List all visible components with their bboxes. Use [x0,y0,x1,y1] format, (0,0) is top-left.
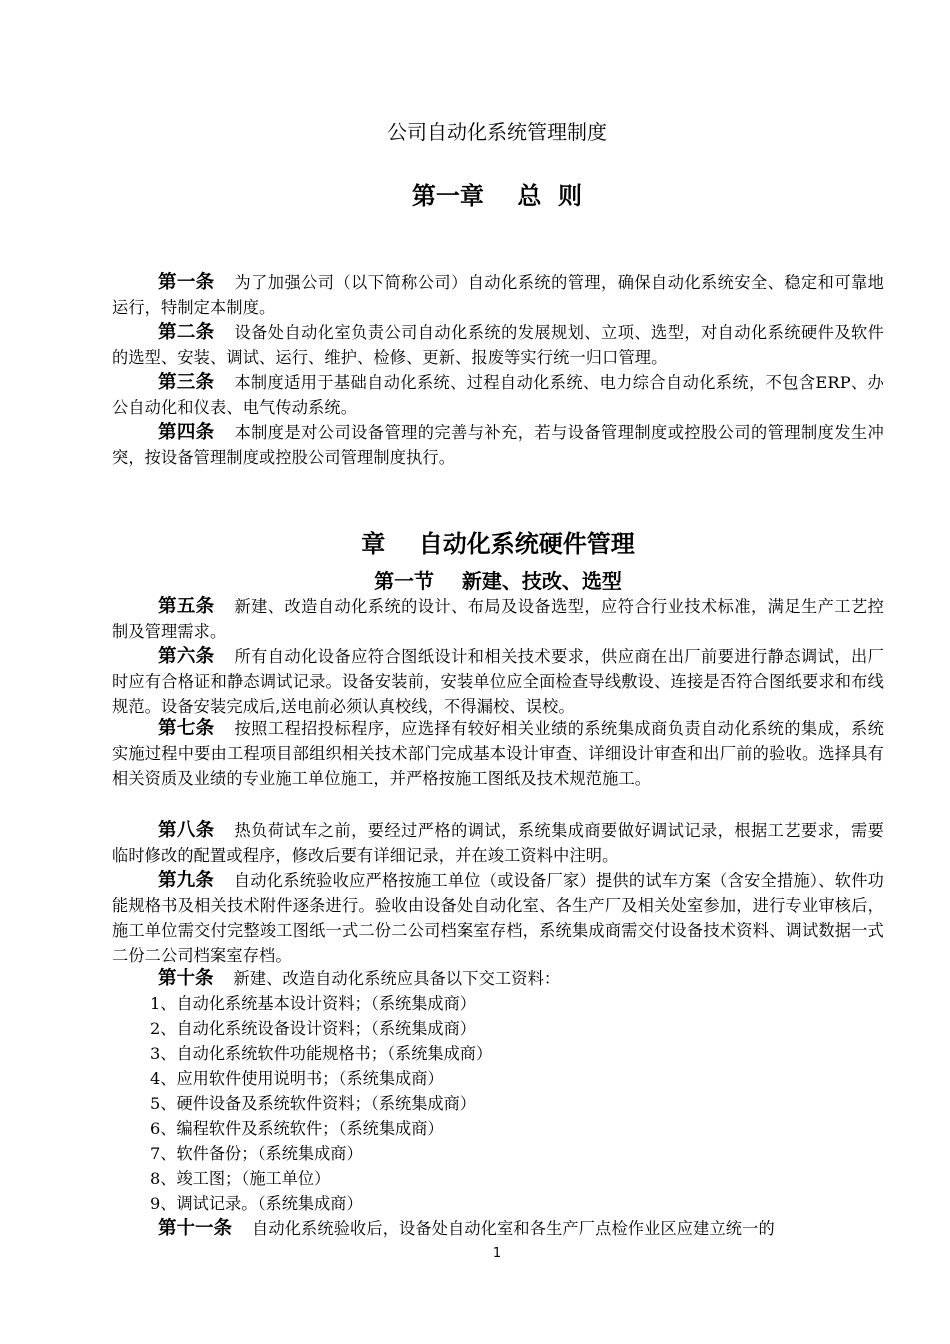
article-9 [112,868,884,968]
article-text: 本制度适用于基础自动化系统、过程自动化系统、电力综合自动化系统，不包含ERP、办公自动化和仪表、电气传动系统。 [112,373,884,417]
article-3 [112,370,884,420]
list-item: 1、自动化系统基本设计资料；（系统集成商） [150,994,476,1013]
article-label: 第四条 [158,422,215,443]
article-5 [112,594,884,644]
article-text: 所有自动化设备应符合图纸设计和相关技术要求，供应商在出厂前要进行静态调试，出厂时应有合格证和静态调试记录。设备安装前，安装单位应全面检查导线敷设、连接是否符合图纸要求和布线规范。设备安装完成后,送电前必须认真校线，不得漏校、误校。 [112,647,884,716]
article-label: 第六条 [158,646,215,667]
list-item: 8、竣工图；（施工单位） [150,1169,331,1188]
article-text: 为了加强公司（以下简称公司）自动化系统的管理，确保自动化系统安全、稳定和可靠地运行，特制定本制度。 [112,273,884,317]
article-text: 设备处自动化室负责公司自动化系统的发展规划、立项、选型，对自动化系统硬件及软件的选型、安装、调试、运行、维护、检修、更新、报废等实行统一归口管理。 [112,323,884,367]
page-number: 1 [492,1246,502,1261]
chapter-heading-general: 第一章 总 则 [411,182,583,210]
article-text: 本制度是对公司设备管理的完善与补充，若与设备管理制度或控股公司的管理制度发生冲突，按设备管理制度或控股公司管理制度执行。 [112,423,884,467]
article-text: 新建、改造自动化系统的设计、布局及设备选型，应符合行业技术标准，满足生产工艺控制及管理需求。 [112,597,884,641]
article-11 [112,1216,884,1241]
article-text: 热负荷试车之前，要经过严格的调试，系统集成商要做好调试记录，根据工艺要求，需要临时修改的配置或程序，修改后要有详细记录，并在竣工资料中注明。 [112,821,884,865]
document-title: 公司自动化系统管理制度 [387,120,607,144]
article-label: 第十条 [158,968,214,989]
article-2 [112,320,884,370]
article-4 [112,420,884,470]
article-label: 第五条 [158,596,215,617]
section-heading: 第一节 新建、技改、选型 [374,569,622,593]
article-10 [112,966,884,991]
article-7 [112,716,884,791]
chapter-heading-hardware: 章 自动化系统硬件管理 [361,530,635,558]
article-label: 第一条 [158,272,215,293]
article-label: 第三条 [158,372,215,393]
list-item: 6、编程软件及系统软件；（系统集成商） [150,1119,444,1138]
list-item: 3、自动化系统软件功能规格书；（系统集成商） [150,1044,493,1063]
article-1 [112,270,884,320]
article-label: 第十一条 [158,1218,233,1239]
article-6 [112,644,884,719]
article-text: 按照工程招投标程序，应选择有较好相关业绩的系统集成商负责自动化系统的集成，系统实施过程中要由工程项目部组织相关技术部门完成基本设计审查、详细设计审查和出厂前的验收。选择具有相关资质及业绩的专业施工单位施工，并严格按施工图纸及技术规范施工。 [112,719,884,788]
article-label: 第九条 [158,870,214,891]
list-item: 2、自动化系统设备设计资料；（系统集成商） [150,1019,476,1038]
article-text: 自动化系统验收后，设备处自动化室和各生产厂点检作业区应建立统一的 [252,1219,775,1238]
list-item: 4、应用软件使用说明书；（系统集成商） [150,1069,444,1088]
article-label: 第八条 [158,820,215,841]
article-label: 第二条 [158,322,215,343]
list-item: 5、硬件设备及系统软件资料；（系统集成商） [150,1094,476,1113]
article-8 [112,818,884,868]
article-text: 自动化系统验收应严格按施工单位（或设备厂家）提供的试车方案（含安全措施）、软件功能规格书及相关技术附件逐条进行。验收由设备处自动化室、各生产厂及相关处室参加，进行专业审核后，施工单位需交付完整竣工图纸一式二份二公司档案室存档，系统集成商需交付设备技术资料、调试数据一式二份二公司档案室存档。 [112,871,884,965]
list-item: 9、调试记录。（系统集成商） [150,1194,363,1213]
article-label: 第七条 [158,718,215,739]
list-item: 7、软件备份；（系统集成商） [150,1144,363,1163]
deliverables-list [150,991,870,1216]
article-text: 新建、改造自动化系统应具备以下交工资料： [233,969,561,988]
